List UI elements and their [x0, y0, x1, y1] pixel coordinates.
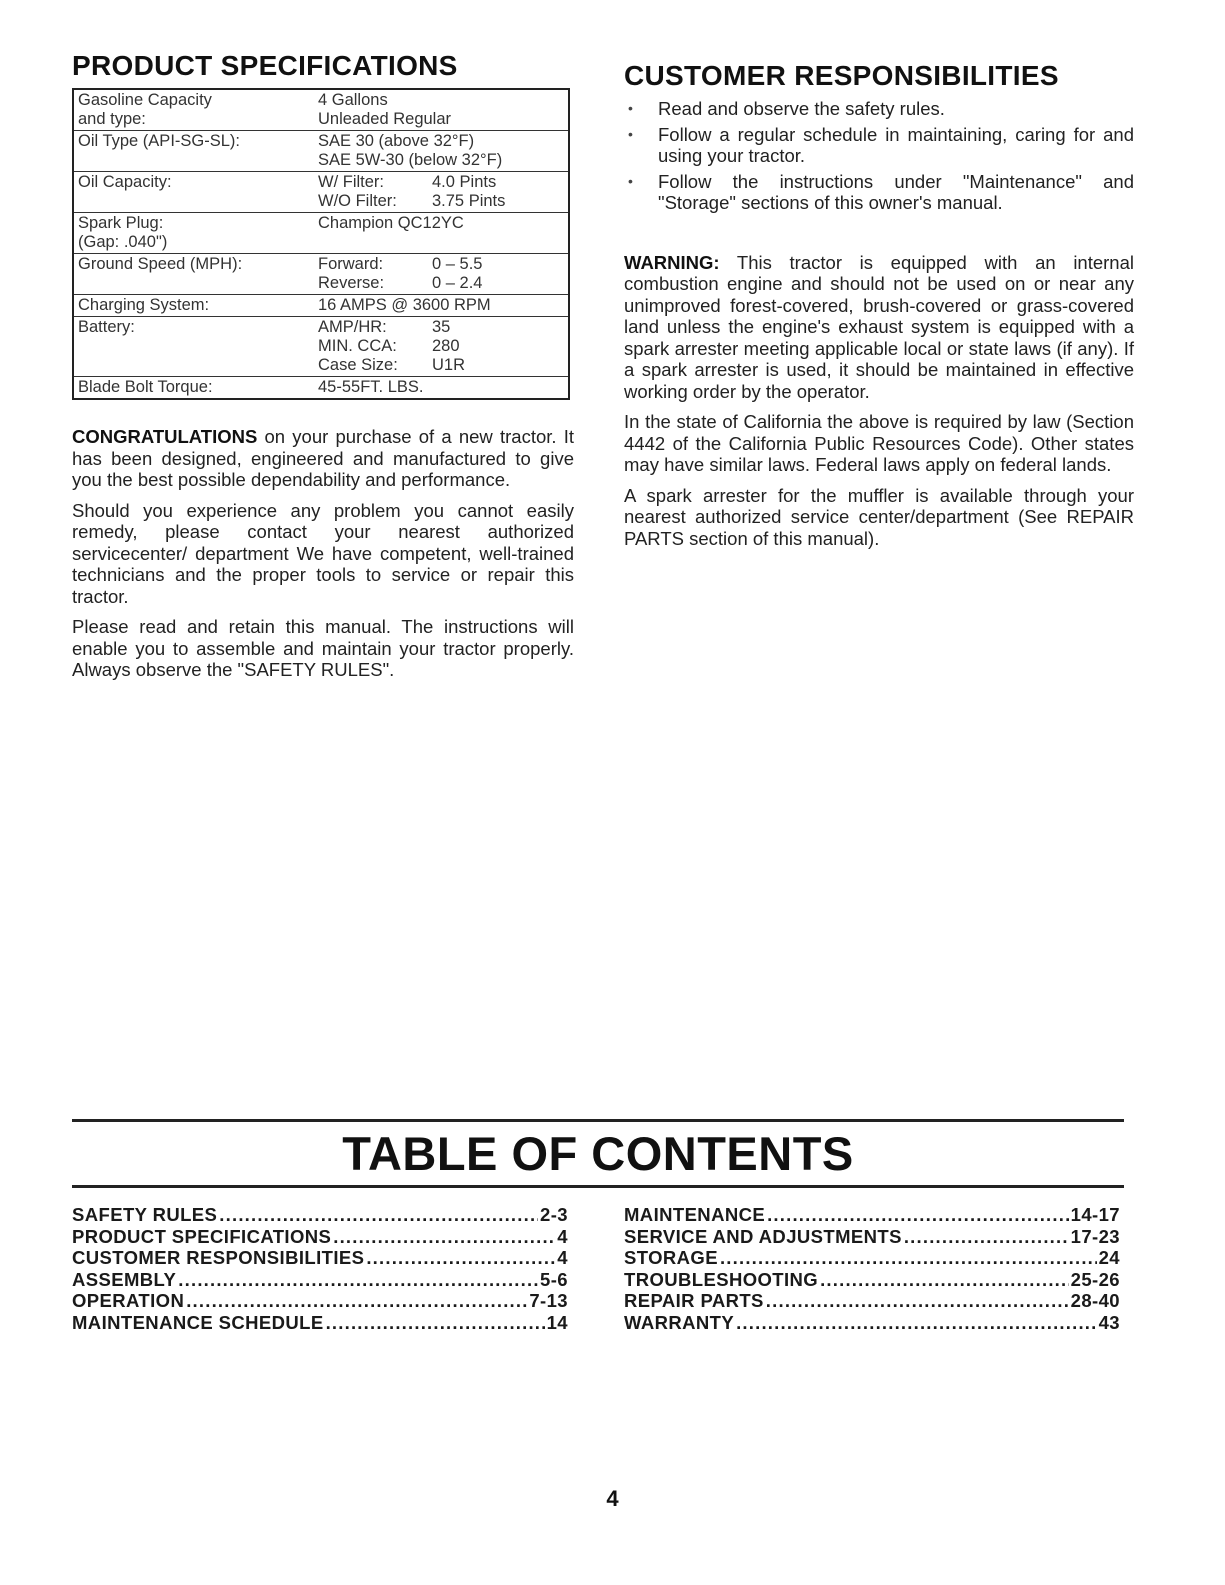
table-row	[73, 254, 569, 295]
spec-value: 4 Gallons Unleaded Regular	[314, 89, 569, 131]
toc-entry-page: 28-40	[1070, 1290, 1120, 1311]
warning-paragraph	[624, 252, 1134, 403]
spark-arrester-paragraph: A spark arrester for the muffler is available through your nearest authorized service center/department (See REPAIR PARTS section of this manual).	[624, 484, 1134, 549]
page-number: 4	[606, 1486, 619, 1511]
spec-label: Oil Capacity:	[73, 172, 314, 213]
toc-top-rule	[72, 1119, 1124, 1122]
right-column	[624, 60, 1134, 558]
toc-dot-leader	[186, 1290, 527, 1312]
spec-label: Battery:	[73, 317, 314, 377]
spec-label: Oil Type (API-SG-SL):	[73, 131, 314, 172]
toc-entry-title: SAFETY RULES	[72, 1204, 218, 1225]
toc-entry-page: 5-6	[540, 1268, 568, 1290]
table-row	[73, 213, 569, 254]
toc-entry-page: 17-23	[1070, 1225, 1120, 1247]
bullet-icon: •	[628, 125, 633, 142]
toc-entry	[72, 1290, 568, 1312]
table-row	[73, 295, 569, 317]
toc-entry-title: TROUBLESHOOTING	[624, 1268, 819, 1290]
spec-value: AMP/HR: 35 MIN. CCA: 280 Case Size: U1R	[314, 317, 569, 377]
toc-dot-leader	[720, 1247, 1097, 1269]
california-paragraph: In the state of California the above is required by law (Section 4442 of the California Public Resources Code). Other states may have similar laws. Federal laws apply on federal lands.	[624, 411, 1134, 475]
toc-entry-title: MAINTENANCE SCHEDULE	[72, 1311, 324, 1333]
service-paragraph: Should you experience any problem you cannot easily remedy, please contact your nearest authorized servicecenter/ department We have competent, well-trained technicians and the proper tools to service or repair this tractor.	[72, 499, 574, 607]
toc-entry-page: 43	[1098, 1311, 1120, 1333]
list-item: • Read and observe the safety rules.	[628, 98, 945, 119]
bullet-icon: •	[628, 100, 633, 116]
toc-entry-title: MAINTENANCE	[624, 1204, 766, 1225]
list-item: • Follow the instructions under "Maintenance" and "Storage" sections of this owner's manual.	[628, 170, 1134, 213]
toc-entry-page: 14	[546, 1311, 568, 1333]
toc-entry-title: ASSEMBLY	[72, 1268, 177, 1290]
warning-label: WARNING:	[624, 251, 720, 273]
toc-dot-leader	[219, 1204, 538, 1226]
toc-dot-leader	[736, 1312, 1097, 1334]
table-row	[73, 317, 569, 377]
toc-dot-leader	[767, 1204, 1069, 1226]
customer-responsibilities-title: CUSTOMER RESPONSIBILITIES	[624, 60, 1059, 91]
spec-label: Spark Plug: (Gap: .040")	[73, 213, 314, 254]
product-specifications-title: PRODUCT SPECIFICATIONS	[72, 50, 458, 81]
toc-entry	[624, 1312, 1120, 1334]
retain-manual-paragraph: Please read and retain this manual. The instructions will enable you to assemble and maintain your tractor properly. Always observe the "SAFETY RULES".	[72, 616, 574, 680]
toc-right-column	[624, 1204, 1120, 1333]
toc-entry-page: 2-3	[540, 1204, 568, 1225]
congratulations-text: on your purchase of a new tractor. It has been designed, engineered and manufactured to give you the best possible dependability and performance.	[72, 426, 574, 490]
spec-value: Forward: 0 – 5.5 Reverse: 0 – 2.4	[314, 254, 569, 295]
spec-value: 16 AMPS @ 3600 RPM	[314, 295, 569, 317]
congratulations-heading: CONGRATULATIONS	[72, 426, 258, 447]
toc-dot-leader	[820, 1269, 1069, 1291]
toc-entry	[72, 1247, 568, 1269]
toc-entry-page: 4	[557, 1247, 568, 1268]
table-row	[73, 89, 569, 131]
table-row	[73, 377, 569, 400]
toc-dot-leader	[333, 1226, 555, 1248]
toc-dot-leader	[904, 1226, 1069, 1248]
toc-entry	[624, 1290, 1120, 1312]
toc-entry	[624, 1204, 1120, 1226]
spec-label: Blade Bolt Torque:	[73, 377, 314, 400]
congratulations-paragraph	[72, 426, 574, 491]
toc-entry-page: 25-26	[1070, 1268, 1120, 1290]
toc-entry-title: SERVICE AND ADJUSTMENTS	[624, 1225, 902, 1247]
spec-label: Gasoline Capacity and type:	[73, 89, 314, 131]
toc-dot-leader	[766, 1290, 1069, 1312]
toc-entry-title: WARRANTY	[624, 1311, 735, 1333]
toc-title: TABLE OF CONTENTS	[342, 1127, 854, 1180]
spec-value: Champion QC12YC	[314, 213, 569, 254]
toc-entry-title: REPAIR PARTS	[624, 1290, 764, 1311]
left-column	[72, 50, 574, 690]
specifications-table	[72, 88, 570, 400]
bullet-icon: •	[628, 172, 633, 189]
toc-bottom-rule	[72, 1185, 1124, 1188]
toc-entry-page: 7-13	[529, 1290, 568, 1311]
toc-entry	[624, 1247, 1120, 1269]
warning-text: This tractor is equipped with an internal combustion engine and should not be used on or near any unimproved forest-covered, brush-covered or grass-covered land unless the engine's exhaust system is equipped with a spark arrester meeting applicable local or state laws (if any). If a spark arrester is used, it should be maintained in effective working order by the operator.	[624, 251, 1134, 402]
toc-entry-page: 14-17	[1070, 1204, 1120, 1225]
toc-entry	[72, 1312, 568, 1334]
toc-entry-title: OPERATION	[72, 1290, 185, 1311]
toc-entry-title: PRODUCT SPECIFICATIONS	[72, 1225, 332, 1247]
spec-value: W/ Filter: 4.0 Pints W/O Filter: 3.75 Pints	[314, 172, 569, 213]
toc-entry-page: 24	[1098, 1247, 1120, 1268]
list-item: • Follow a regular schedule in maintaining, caring for and using your tractor.	[628, 123, 1134, 166]
toc-entry-title: STORAGE	[624, 1247, 718, 1268]
table-row	[73, 131, 569, 172]
toc-left-column	[72, 1204, 568, 1333]
spec-value: 45-55FT. LBS.	[314, 377, 569, 400]
spec-value: SAE 30 (above 32°F) SAE 5W-30 (below 32°F)	[314, 131, 569, 172]
table-row	[73, 172, 569, 213]
responsibilities-list	[624, 98, 1134, 214]
toc-dot-leader	[326, 1312, 545, 1334]
spec-label: Charging System:	[73, 295, 314, 317]
toc-entry	[72, 1204, 568, 1226]
spec-label: Ground Speed (MPH):	[73, 254, 314, 295]
toc-entry-title: CUSTOMER RESPONSIBILITIES	[72, 1247, 365, 1268]
toc-dot-leader	[178, 1269, 538, 1291]
toc-dot-leader	[366, 1247, 555, 1269]
toc-entry	[624, 1226, 1120, 1248]
toc-entry	[72, 1269, 568, 1291]
toc-entry-page: 4	[557, 1225, 568, 1247]
toc-entry	[72, 1226, 568, 1248]
toc-entry	[624, 1269, 1120, 1291]
